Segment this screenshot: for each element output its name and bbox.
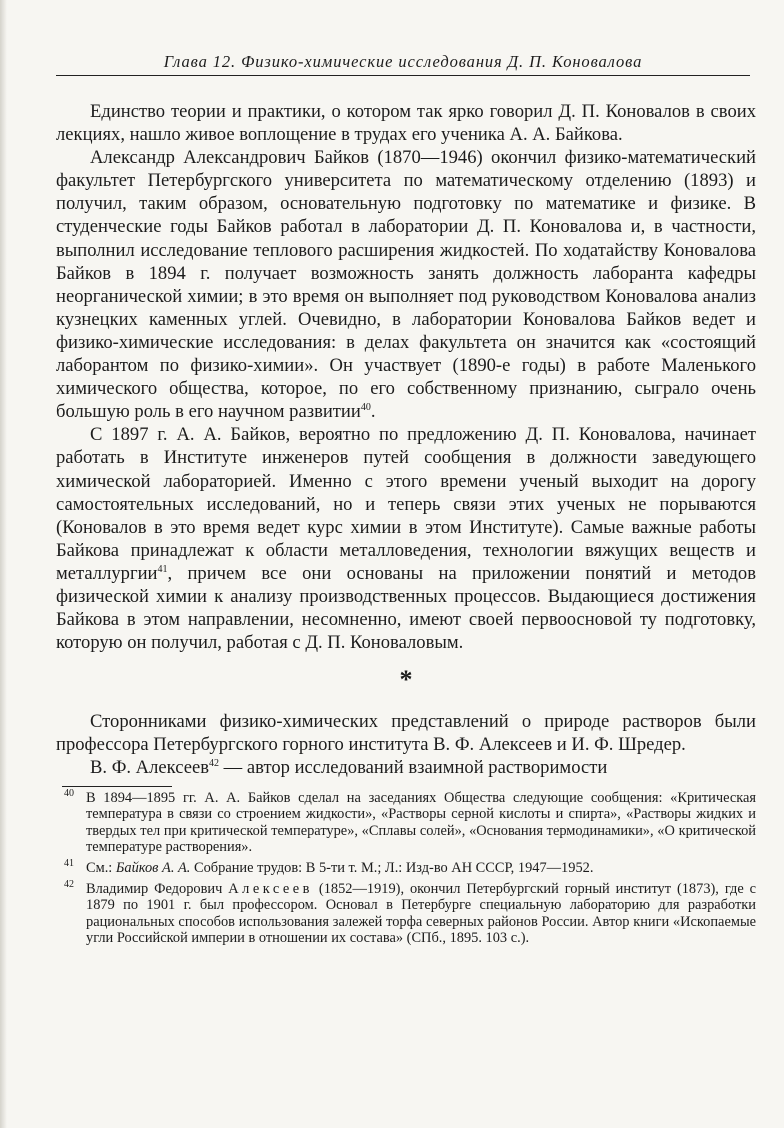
paragraph-2: Александр Александрович Байков (1870—1946) окончил физико-математический факультет Петербургского университета по математическому отделению (1893) и получил, таким образом, основательную подготовку по математике и физике. В студенческие годы Байков работал в лаборатории Д. П. Коновалова и, в частности, выполнил исследование теплового расширения жидкостей. По ходатайству Коновалова Байков в 1894 г. получает возможность занять должность лаборанта кафедры неорганической химии; в это время он выполняет под руководством Коновалова анализ кузнецких каменных углей. Очевидно, в лаборатории Коновалова Байков ведет и физико-химические исследования: в делах факультета он значится как «состоящий лаборантом по физико-химии». Он участвует (1890-е годы) в работе Маленького химического общества, которое, по его собственному признанию, сыграло очень большую роль в его научном развитии$^{40}$. xyxy=(56,147,756,423)
main-text xyxy=(56,100,756,780)
paragraph-3: С 1897 г. А. А. Байков, вероятно по предложению Д. П. Коновалова, начинает работать в Институте инженеров путей сообщения в должности заведующего химической лабораторией. Именно с этого времени ученый выходит на дорогу самостоятельных исследований, но и теперь связи этих ученых не порываются (Коновалов в это время ведет курс химии в этом Институте). Самые важные работы Байкова принадлежат к области металловедения, технологии вяжущих веществ и металлургии$^{41}$, причем все они основаны на приложении понятий и методов физической химии к анализу производственных процессов. Выдающиеся достижения Байкова в этом направлении, несомненно, имеют своей первоосновой ту подготовку, которую он получил, работая с Д. П. Коноваловым. xyxy=(56,424,757,654)
footnote-42-text: (1852—1919), окончил Петербургский горный институт (1873), где с 1879 по 1901 г. был профессором. Основал в Петербурге специальную лабораторию для разработки рациональных способов использования залежей торфа северных районов России. Автор книги «Ископаемые угли Российской империи в отношении их состава» (СПб., 1895. 103 с.). xyxy=(86,880,757,947)
paragraph-2-text: Александр Александрович Байков (1870—1946) окончил физико-математический факультет Петербургского университета по математическому отделению (1893) и получил, таким образом, основательную подготовку по математике и физике. В студенческие годы Байков работал в лаборатории Д. П. Коновалова и, в частности, выполнил исследование теплового расширения жидкостей. По ходатайству Коновалова Байков в 1894 г. получает возможность занять должность лаборанта кафедры неорганической химии; в это время он выполняет под руководством Коновалова анализ кузнецких каменных углей. Очевидно, в лаборатории Коновалова Байков ведет и физико-химические исследования: в делах факультета он значится как «состоящий лаборантом по физико-химии». Он участвует (1890-е годы) в работе Маленького химического общества, которое, по его собственному признанию, сыграло очень большую роль в его научном развитии xyxy=(56,147,756,423)
paragraph-1: Единство теории и практики, о котором так ярко говорил Д. П. Коновалов в своих лекциях, нашло живое воплощение в трудах его ученика А. А. Байкова. xyxy=(56,101,756,146)
footnote-ref-42: 42 xyxy=(208,758,219,770)
paragraph-5-name: В. Ф. Алексеев xyxy=(90,757,209,779)
footnote-41-text: Собрание трудов: В 5-ти т. М.; Л.: Изд-во АН СССР, 1947—1952. xyxy=(194,859,594,876)
paragraph-3-text-cont: причем все они основаны на приложении понятий и методов физической химии к анализу производственных процессов. Выдающиеся достижения Байкова в этом направлении, несомненно, имеют своей первоосновой ту подготовку, которую он получил, работая с Д. П. Коноваловым. xyxy=(56,562,757,654)
section-separator: * xyxy=(399,665,413,695)
book-page xyxy=(56,52,756,951)
footnote-41-author: Байков А. А. xyxy=(115,859,191,876)
paragraph-4: Сторонниками физико-химических представлений о природе растворов были профессора Петербургского горного института В. Ф. Алексеев и И. Ф. Шредер. xyxy=(56,711,756,756)
footnote-mark-40: 40 xyxy=(64,787,74,799)
footnote-ref-41: 41 xyxy=(157,563,168,575)
footnote-mark-41: 41 xyxy=(64,858,74,870)
footnote-42-lead: Владимир Федорович xyxy=(86,880,223,897)
footnote-rule xyxy=(62,786,172,787)
footnotes xyxy=(56,787,757,947)
paragraph-5 xyxy=(56,756,756,779)
footnote-42-surname: Алексеев xyxy=(228,880,313,897)
running-head: Глава 12. Физико-химические исследования Д. П. Коновалова xyxy=(56,52,750,76)
footnote-40-text: В 1894—1895 гг. А. А. Байков сделал на заседаниях Общества следующие сообщения: «Критическая температура в связи со строением жидкости», «Растворы серной кислоты и спирта», «Растворы жидких и твердых тел при критической температуре», «Сплавы солей», «Основания термодинамики», «О критической температуре растворения». xyxy=(86,789,756,856)
footnote-mark-42: 42 xyxy=(64,878,74,890)
footnote-42 xyxy=(56,878,757,947)
footnote-40 xyxy=(56,787,756,856)
page-edge-shadow xyxy=(0,0,7,1128)
footnote-ref-40: 40 xyxy=(360,402,371,414)
footnote-41 xyxy=(56,860,756,877)
paragraph-5-text: — автор исследований взаимной растворимости xyxy=(223,757,608,779)
footnote-41-lead: См.: xyxy=(86,859,113,876)
paragraph-3-text: С 1897 г. А. А. Байков, вероятно по предложению Д. П. Коновалова, начинает работать в Институте инженеров путей сообщения в должности заведующего химической лабораторией. Именно с этого времени ученый выходит на дорогу самостоятельных исследований, но и теперь связи этих ученых не порываются (Коновалов в это время ведет курс химии в этом Институте). Самые важные работы Байкова принадлежат к области металловедения, технологии вяжущих веществ и металлургии xyxy=(56,424,756,584)
